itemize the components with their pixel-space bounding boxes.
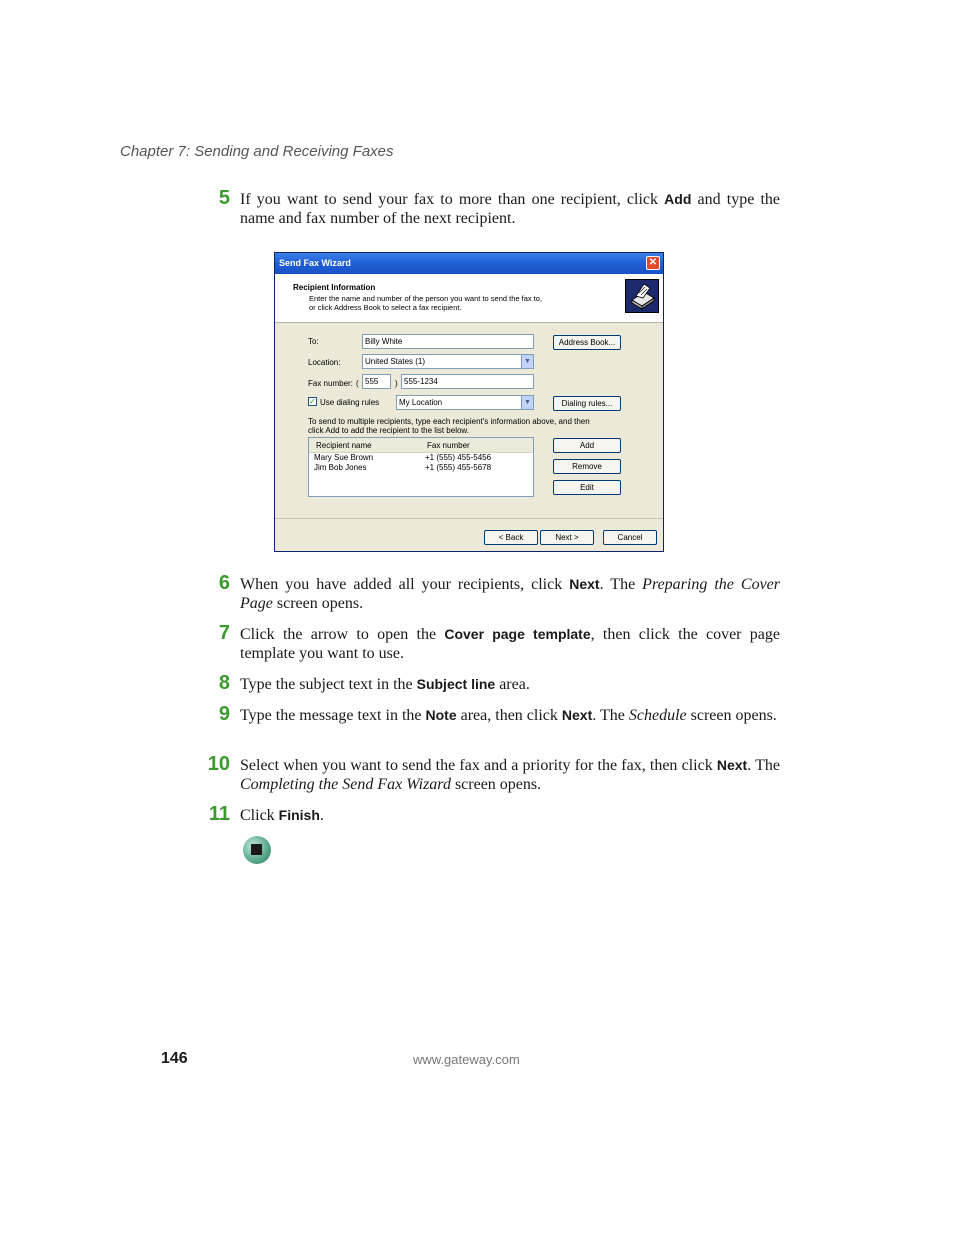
multi-recipient-note: To send to multiple recipients, type each recipient's information above, and then click Add to add the recipient to the list below. [308, 417, 590, 435]
step-number: 5 [218, 187, 230, 209]
step-text: Click the arrow to open the Cover page template, then click the cover page template you want to use. [240, 626, 780, 662]
list-item[interactable]: Jim Bob Jones +1 (555) 455-5678 [314, 463, 492, 472]
location-label: Location: [308, 358, 341, 367]
to-label: To: [308, 337, 319, 346]
area-code-close-paren: ) [395, 379, 398, 388]
dialing-rules-button[interactable]: Dialing rules... [553, 396, 621, 411]
cancel-button[interactable]: Cancel [603, 530, 657, 545]
step-number: 11 [208, 803, 230, 825]
column-recipient-name[interactable]: Recipient name [316, 441, 372, 450]
chevron-down-icon[interactable]: ▼ [521, 396, 533, 409]
step-text: If you want to send your fax to more than one recipient, click Add and type the name and fax number of the next recipient. [240, 191, 780, 227]
fax-machine-icon [625, 279, 659, 313]
list-item[interactable]: Mary Sue Brown +1 (555) 455-5456 [314, 453, 492, 462]
use-dialing-rules-checkbox[interactable]: ✓ [309, 397, 316, 406]
address-book-button[interactable]: Address Book... [553, 335, 621, 350]
footer-divider [275, 518, 663, 519]
fax-number-label: Fax number: [308, 379, 353, 388]
recipient-list[interactable] [308, 437, 534, 497]
section-title: Recipient Information [293, 283, 376, 292]
remove-button[interactable]: Remove [553, 459, 621, 474]
chevron-down-icon[interactable]: ▼ [521, 355, 533, 368]
close-button[interactable]: ✕ [646, 256, 660, 270]
step-text: When you have added all your recipients, click Next. The Preparing the Cover Page screen opens. [240, 576, 780, 612]
column-fax-number[interactable]: Fax number [427, 441, 470, 450]
next-button[interactable]: Next > [540, 530, 594, 545]
step-text: Select when you want to send the fax and a priority for the fax, then click Next. The Completing the Send Fax Wizard screen opens. [240, 757, 780, 793]
section-description: Enter the name and number of the person you want to send the fax to, or click Address Book to select a fax recipient. [309, 294, 543, 312]
step-text: Type the subject text in the Subject line area. [240, 676, 530, 693]
step-text: Type the message text in the Note area, then click Next. The Schedule screen opens. [240, 707, 777, 724]
use-dialing-rules-label: Use dialing rules [320, 398, 380, 407]
step-number: 8 [218, 672, 230, 694]
step-number: 10 [207, 753, 230, 775]
to-field[interactable]: Billy White [362, 334, 534, 349]
wizard-header [275, 274, 663, 323]
edit-button[interactable]: Edit [553, 480, 621, 495]
chapter-header: Chapter 7: Sending and Receiving Faxes [120, 143, 394, 160]
title-bar [275, 253, 663, 274]
step-number: 6 [218, 572, 230, 594]
dialog-title: Send Fax Wizard [279, 258, 351, 268]
page-number: 146 [161, 1050, 188, 1067]
area-code-open-paren: ( [356, 379, 359, 388]
fax-number-field[interactable]: 555-1234 [401, 374, 534, 389]
step-text: Click Finish. [240, 807, 324, 824]
location-combo[interactable]: United States (1) ▼ [362, 354, 534, 369]
send-fax-wizard-dialog [274, 252, 664, 552]
step-number: 9 [218, 703, 230, 725]
back-button[interactable]: < Back [484, 530, 538, 545]
website-url: www.gateway.com [413, 1052, 520, 1067]
dialing-location-combo[interactable]: My Location ▼ [396, 395, 534, 410]
add-button[interactable]: Add [553, 438, 621, 453]
step-number: 7 [218, 622, 230, 644]
area-code-field[interactable]: 555 [362, 374, 391, 389]
end-of-procedure-icon [243, 836, 271, 864]
list-header [309, 438, 533, 453]
